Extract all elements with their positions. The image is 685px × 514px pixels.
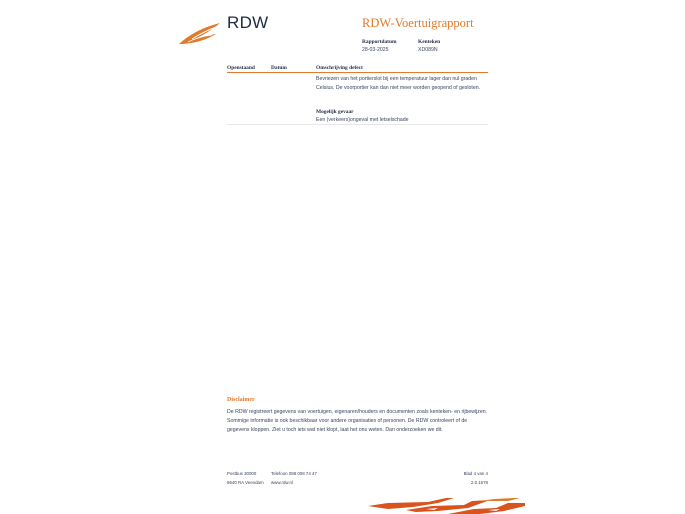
defect-description: Bevriezen van het portierslot bij een temperatuur lager dan nul graden Celsius. De voorportier kan dan niet meer worden geopend of gesloten. [316, 76, 481, 91]
footer-postbus: Postbus 30000 [227, 471, 257, 476]
footer-website[interactable]: www.rdw.nl [271, 480, 293, 485]
footer-version: 2.0.1678 [470, 480, 488, 485]
rdw-stripes-icon [368, 497, 525, 514]
disclaimer-title: Disclaimer [227, 397, 255, 403]
footer-city: 9640 RA Veendam [227, 480, 264, 485]
plate-label: Kenteken [418, 39, 441, 45]
col-header-datum: Datum [271, 65, 287, 71]
report-date-value: 28-03-2025 [362, 47, 389, 53]
plate-value: XD089N [418, 47, 438, 53]
col-header-omschrijving: Omschrijving defect [316, 65, 363, 71]
footer-phone: Telefoon 088 008 74 47 [271, 471, 317, 476]
header-divider [227, 72, 488, 73]
col-header-openstaand: Openstaand [227, 65, 255, 71]
disclaimer-text: De RDW registreert gegevens van voertuigen, eigenaren/houders en documenten zoals kenteken- en rijbewijzen. Sommige informatie is ook beschikbaar voor andere organisaties of personen. De RDW controleert of de gegevens kloppen. Ziet u toch iets wat niet klopt, laat het ons weten. Dan onderzoeken we dit. [227, 409, 488, 433]
brand-name: RDW [227, 13, 269, 32]
row-divider [227, 124, 488, 125]
footer-page: Blad 4 van 4 [463, 471, 488, 476]
report-date-label: Rapportdatum [362, 39, 397, 45]
rdw-logo-icon [178, 22, 222, 46]
risk-label: Mogelijk gevaar [316, 109, 354, 115]
risk-value: Een (verkeers)ongeval met letselschade [316, 117, 409, 123]
report-title: RDW-Voertuigrapport [362, 16, 474, 30]
